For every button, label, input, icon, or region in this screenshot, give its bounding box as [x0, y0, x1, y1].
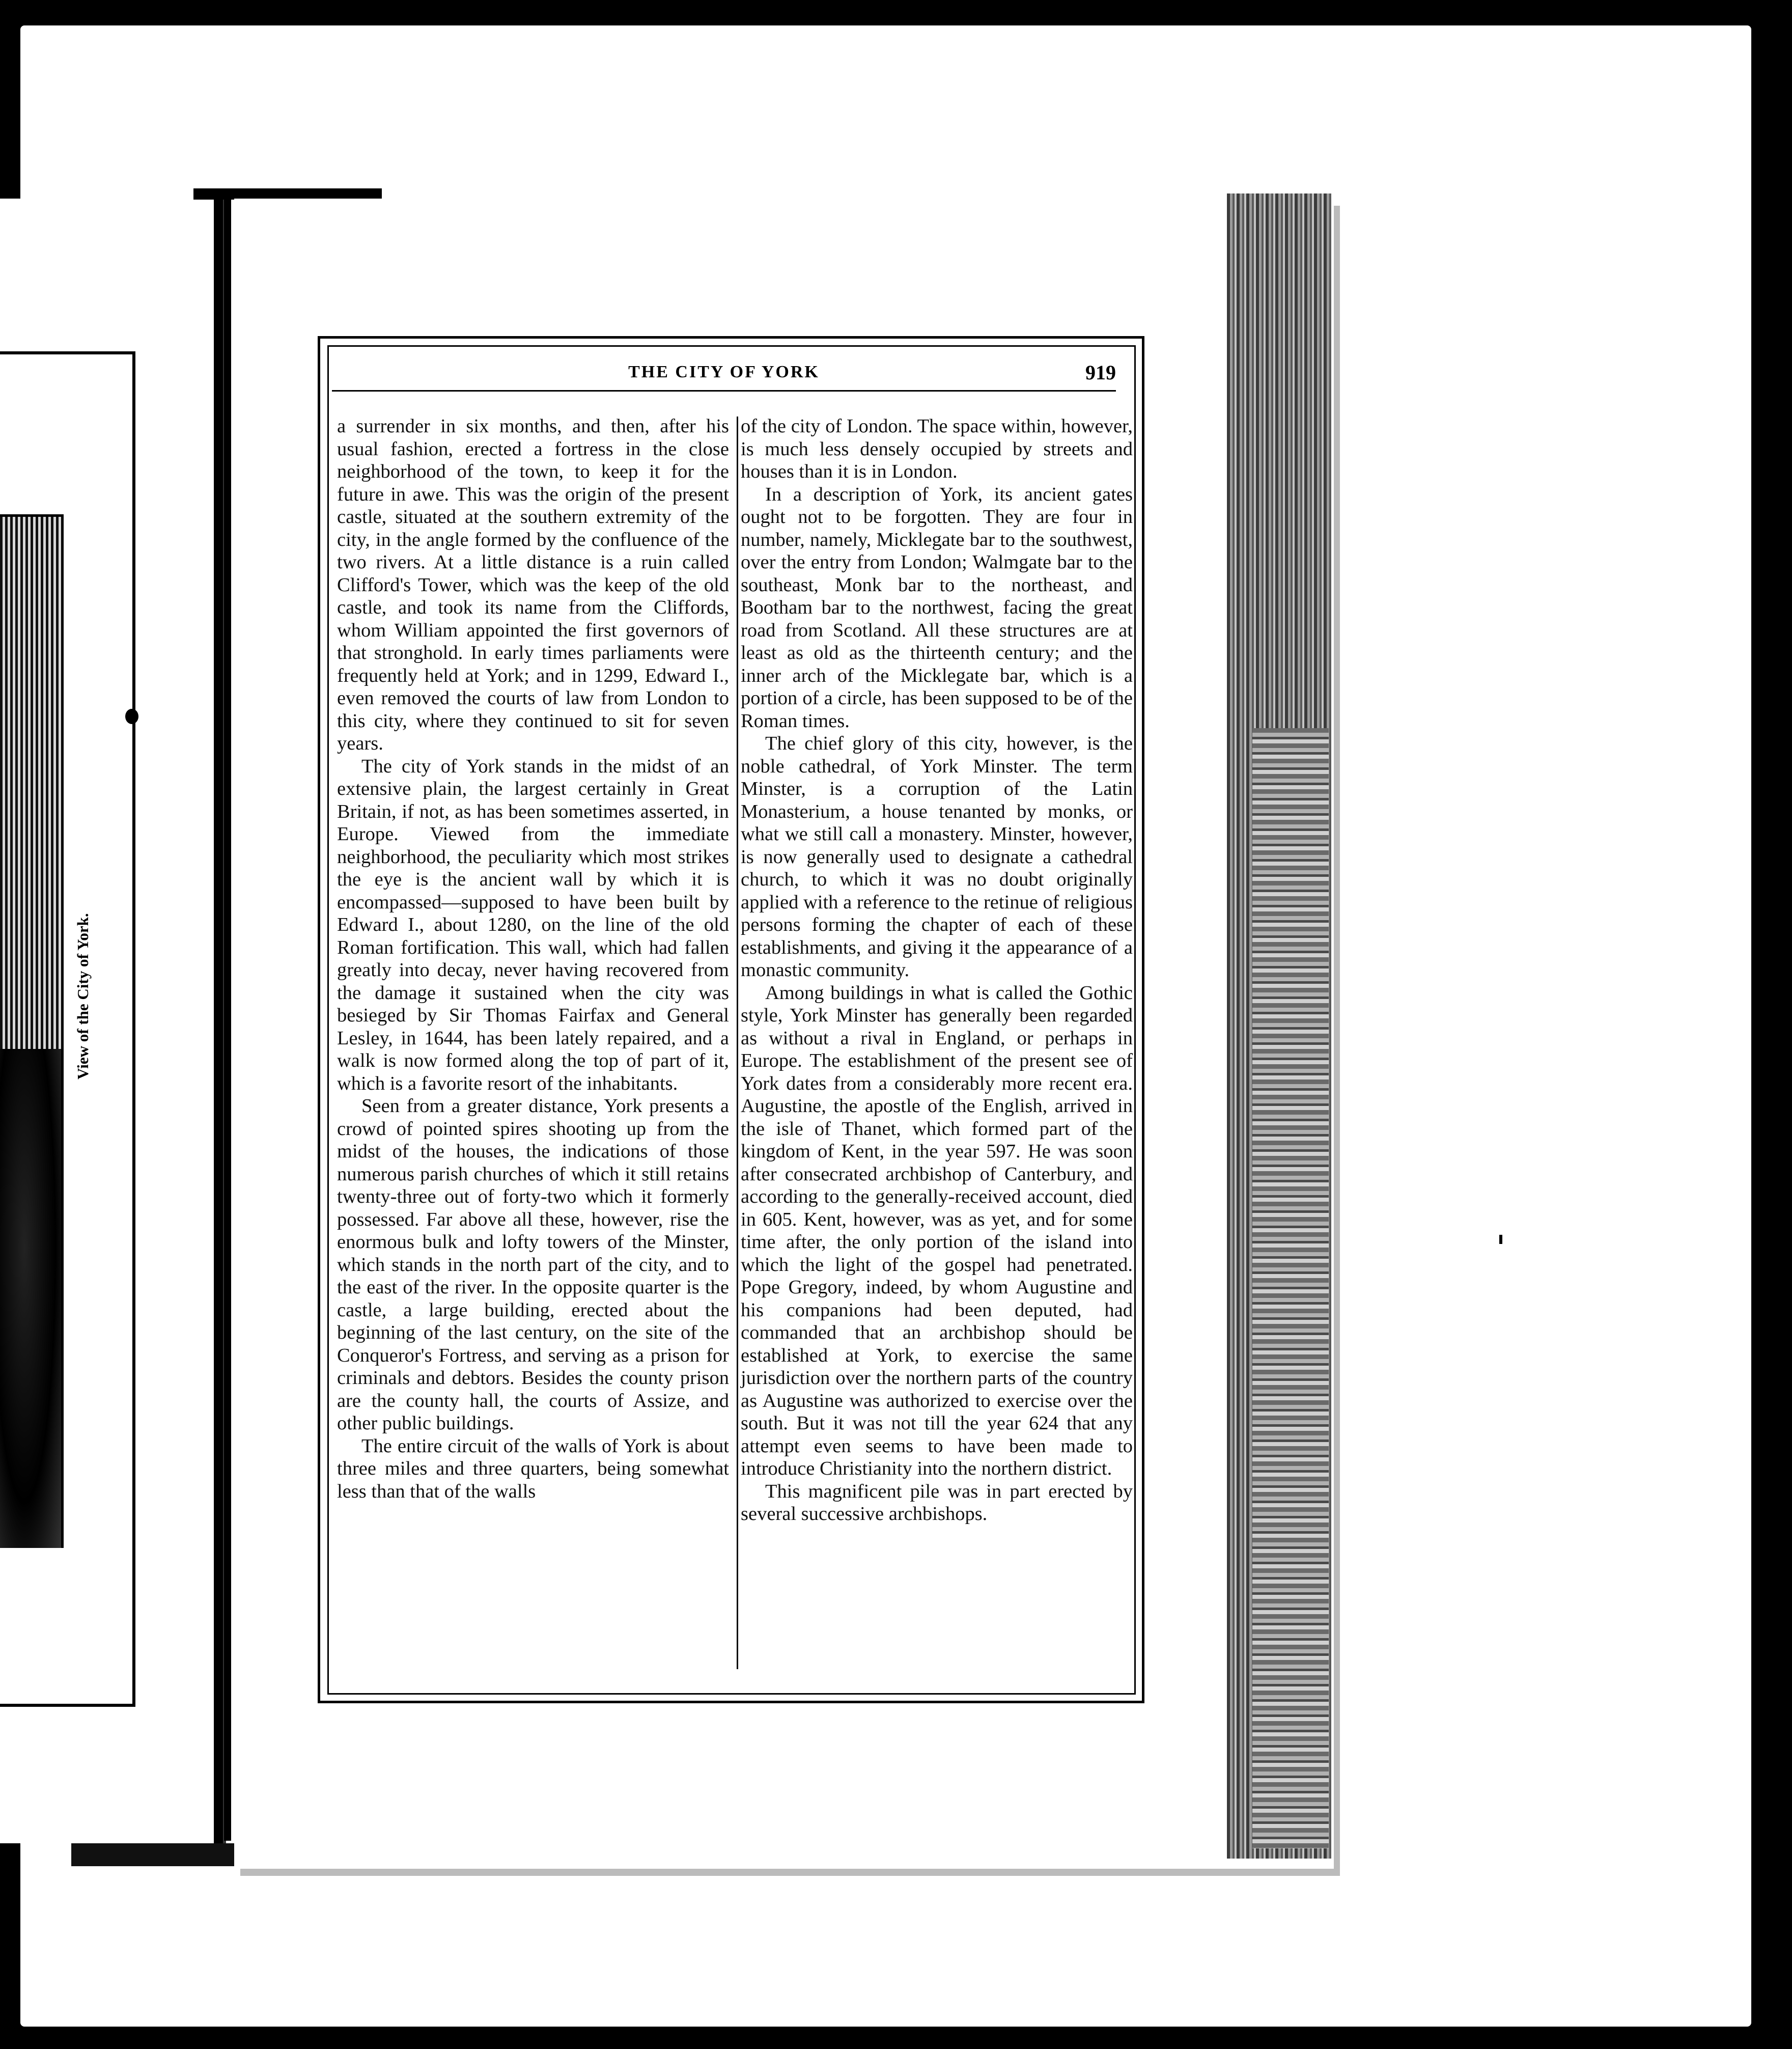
page-number: 919 [1085, 361, 1116, 384]
column-divider [737, 417, 738, 1669]
paragraph: The city of York stands in the midst of an extensive plain, the largest certainly in Great Britain, if not, as has been sometimes asserted, in Europe. Viewed from the immediate neighborhood, the peculiarity which most strikes the eye is the ancient wall by which it is encompassed—supposed to have been built by Edward I., about 1280, on the line of the old Roman fortification. This wall, which had fallen greatly into decay, never having recovered from the damage it sustained when the city was besieged by Sir Thomas Fairfax and General Lesley, in 1644, has been lately repaired, and a walk is now formed along the top of part of it, which is a favorite resort of the inhabitants. [337, 755, 729, 1094]
text-column-right [741, 415, 1133, 1526]
engraving-shadow [0, 1049, 61, 1548]
page-block-edge-marbled [1252, 728, 1329, 1848]
paragraph: The chief glory of this city, however, is the noble cathedral, of York Minster. The term Minster, is a corruption of the Latin Monasterium, a house tenanted by monks, or what we still call a monastery. Minster, however, is now generally used to designate a cathedral church, to which it was no doubt originally applied with a reference to the retinue of religious persons forming the chapter of each of these establishments, and giving it the appearance of a monastic community. [741, 733, 1133, 981]
running-head [332, 363, 1116, 389]
paragraph: Seen from a greater distance, York presents a crowd of pointed spires shooting up from the midst of the houses, the indications of those numerous parish churches of which it still retains twenty-three out of forty-two which it formerly possessed. Far above all these, however, rise the enormous bulk and lofty towers of the Minster, which stands in the north part of the city, and to the east of the river. In the opposite quarter is the castle, a large building, erected about the beginning of the last century, on the site of the Conqueror's Fortress, and serving as a prison for criminals and debtors. Besides the county prison are the county hall, the courts of Assize, and other public buildings. [337, 1095, 729, 1434]
paragraph: Among buildings in what is called the Gothic style, York Minster has generally been regarded as without a rival in England, or perhaps in Europe. The establishment of the present see of York dates from a considerably more recent era. Augustine, the apostle of the English, arrived in the isle of Thanet, which formed part of the kingdom of Kent, in the year 597. He was soon after consecrated archbishop of Canterbury, and according to the generally-received account, died in 605. Kent, however, was as yet, and for some time after, the only portion of the island into which the light of the gospel had penetrated. Pope Gregory, indeed, by whom Augustine and his companions had been deputed, had commanded that an archbishop should be established at York, to exercise the same jurisdiction over the northern parts of the country as Augustine was authorized to exercise over the south. But it was not till the year 624 that any attempt even seems to have been made to introduce Christianity into the northern district. [741, 982, 1133, 1479]
plate-caption: View of the City of York. [74, 913, 92, 1079]
running-title: THE CITY OF YORK [628, 363, 820, 381]
header-rule [332, 390, 1116, 392]
binding-edge-top [193, 188, 382, 200]
paragraph: a surrender in six months, and then, after his usual fashion, erected a fortress in the close neighborhood of the town, to keep it for the future in awe. This was the origin of the present castle, situated at the southern extremity of the city, in the angle formed by the confluence of the two rivers. At a little distance is a ruin called Clifford's Tower, which was the keep of the old castle, and took its name from the Cliffords, whom William appointed the first governors of that stronghold. In early times parliaments were frequently held at York; and in 1299, Edward I., even removed the courts of law from London to this city, where they continued to sit for seven years. [337, 416, 729, 754]
paragraph: of the city of London. The space within, however, is much less densely occupied by streets and houses than it is in London. [741, 416, 1133, 482]
paragraph: In a description of York, its ancient gates ought not to be forgotten. They are four in number, namely, Micklegate bar to the southwest, over the entry from London; Walmgate bar to the southeast, Monk bar to the northeast, and Bootham bar to the northwest, facing the great road from Scotland. All these structures are at least as old as the thirteenth century; and the inner arch of the Micklegate bar, which is a portion of a circle, has been supposed to be of the Roman times. [741, 483, 1133, 732]
paragraph: The entire circuit of the walls of York is about three miles and three quarters, being somewhat less than that of the walls [337, 1435, 729, 1502]
ink-blot [125, 709, 138, 724]
scan-border-top [0, 0, 1792, 28]
book-spine [224, 196, 231, 1841]
text-column-left [337, 415, 729, 1503]
scan-speck [1499, 1235, 1502, 1244]
paragraph: This magnificent pile was in part erected by several successive archbishops. [741, 1480, 1133, 1525]
